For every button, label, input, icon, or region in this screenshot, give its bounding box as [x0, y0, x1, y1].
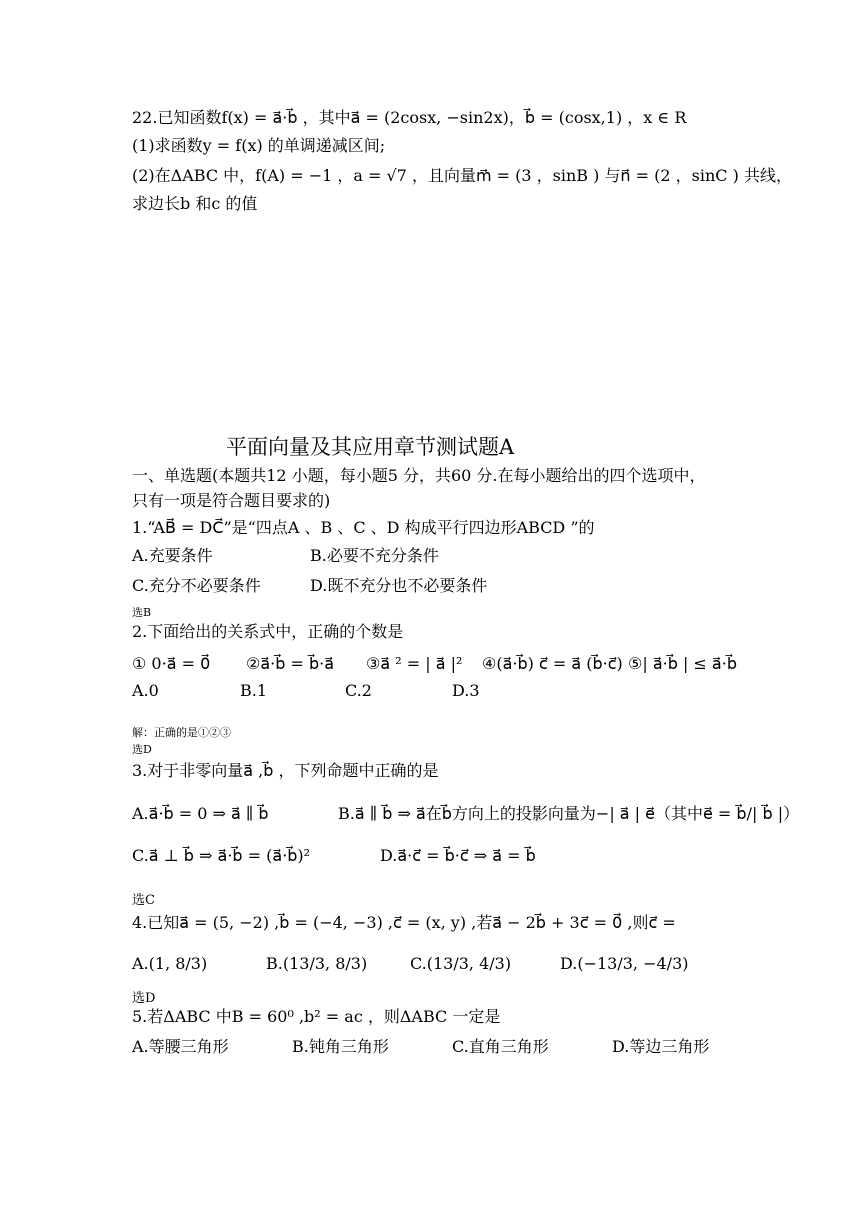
q2-relation-1: ① 0·a⃗ = 0⃗: [132, 654, 211, 673]
q3-option-d: D.a⃗·c⃗ = b⃗·c⃗ ⇒ a⃗ = b⃗: [380, 846, 536, 865]
q2-relation-4: ④(a⃗·b⃗) c⃗ = a⃗ (b⃗·c⃗): [482, 654, 623, 673]
q1-option-b: B.必要不充分条件: [310, 546, 439, 565]
q4-option-b: B.(13/3, 8/3): [266, 954, 368, 973]
q4-option-d: D.(−13/3, −4/3): [560, 954, 689, 973]
q2-option-d: D.3: [452, 681, 480, 700]
q4-stem: 4.已知a⃗ = (5, −2) ,b⃗ = (−4, −3) ,c⃗ = (x, y) ,若a⃗ − 2b⃗ + 3c⃗ = 0⃗ ,则c⃗ =: [132, 913, 676, 932]
q1-stem: 1.“AB⃗ = DC⃗”是“四点A 、B 、C 、D 构成平行四边形ABCD ”的: [132, 518, 595, 537]
q4-option-c: C.(13/3, 4/3): [410, 954, 512, 973]
q1-option-a: A.充要条件: [132, 546, 213, 565]
q1-option-d: D.既不充分也不必要条件: [310, 576, 488, 595]
q2-relation-3: ③a⃗ ² = | a⃗ |²: [366, 654, 463, 673]
q2-option-c: C.2: [345, 681, 372, 700]
q5-option-d: D.等边三角形: [612, 1037, 710, 1056]
q2-relation-5: ⑤| a⃗·b⃗ | ≤ a⃗·b⃗: [628, 654, 737, 673]
q4-answer: 选D: [132, 991, 156, 1006]
q5-option-b: B.钝角三角形: [292, 1037, 389, 1056]
q1-answer: 选B: [132, 606, 152, 619]
q2-option-a: A.0: [132, 681, 159, 700]
q2-solution: 解：正确的是①②③: [132, 726, 231, 739]
q2-relation-2: ②a⃗·b⃗ = b⃗·a⃗: [246, 654, 335, 673]
q1-option-c: C.充分不必要条件: [132, 576, 261, 595]
q2-option-b: B.1: [240, 681, 268, 700]
q3-option-c: C.a⃗ ⊥ b⃗ ⇒ a⃗·b⃗ = (a⃗·b⃗)²: [132, 846, 311, 865]
section-line2: 只有一项是符合题目要求的): [132, 491, 331, 510]
q5-option-a: A.等腰三角形: [132, 1037, 229, 1056]
q22-line3: (2)在ΔABC 中，f(A) = −1 ，a = √7 ，且向量m⃗ = (3 ，sinB ) 与n⃗ = (2 ，sinC ) 共线，: [132, 166, 792, 185]
q2-answer: 选D: [132, 743, 152, 756]
q5-stem: 5.若ΔABC 中B = 60⁰ ,b² = ac ，则ΔABC 一定是: [132, 1007, 501, 1026]
q3-stem: 3.对于非零向量a⃗ ,b⃗ ，下列命题中正确的是: [132, 761, 439, 780]
q3-option-b: B.a⃗ ∥ b⃗ ⇒ a⃗在b⃗方向上的投影向量为−| a⃗ | e⃗（其中e⃗ = b⃗/| b⃗ |）: [338, 804, 800, 823]
q22-line1: 22.已知函数f(x) = a⃗·b⃗ ，其中a⃗ = (2cosx, −sin2x)，b⃗ = (cosx,1) ，x ∈ R: [132, 108, 687, 127]
q4-option-a: A.(1, 8/3): [132, 954, 208, 973]
q3-option-a: A.a⃗·b⃗ = 0 ⇒ a⃗ ∥ b⃗: [132, 804, 269, 823]
q22-line4: 求边长b 和c 的值: [132, 194, 258, 213]
q5-option-c: C.直角三角形: [452, 1037, 549, 1056]
q3-answer: 选C: [132, 893, 155, 908]
section-line1: 一、单选题(本题共12 小题，每小题5 分，共60 分.在每小题给出的四个选项中，: [132, 466, 706, 485]
page-title: 平面向量及其应用章节测试题A: [226, 435, 515, 459]
q22-line2: (1)求函数y = f(x) 的单调递减区间;: [132, 136, 386, 155]
q2-stem: 2.下面给出的关系式中，正确的个数是: [132, 622, 404, 641]
